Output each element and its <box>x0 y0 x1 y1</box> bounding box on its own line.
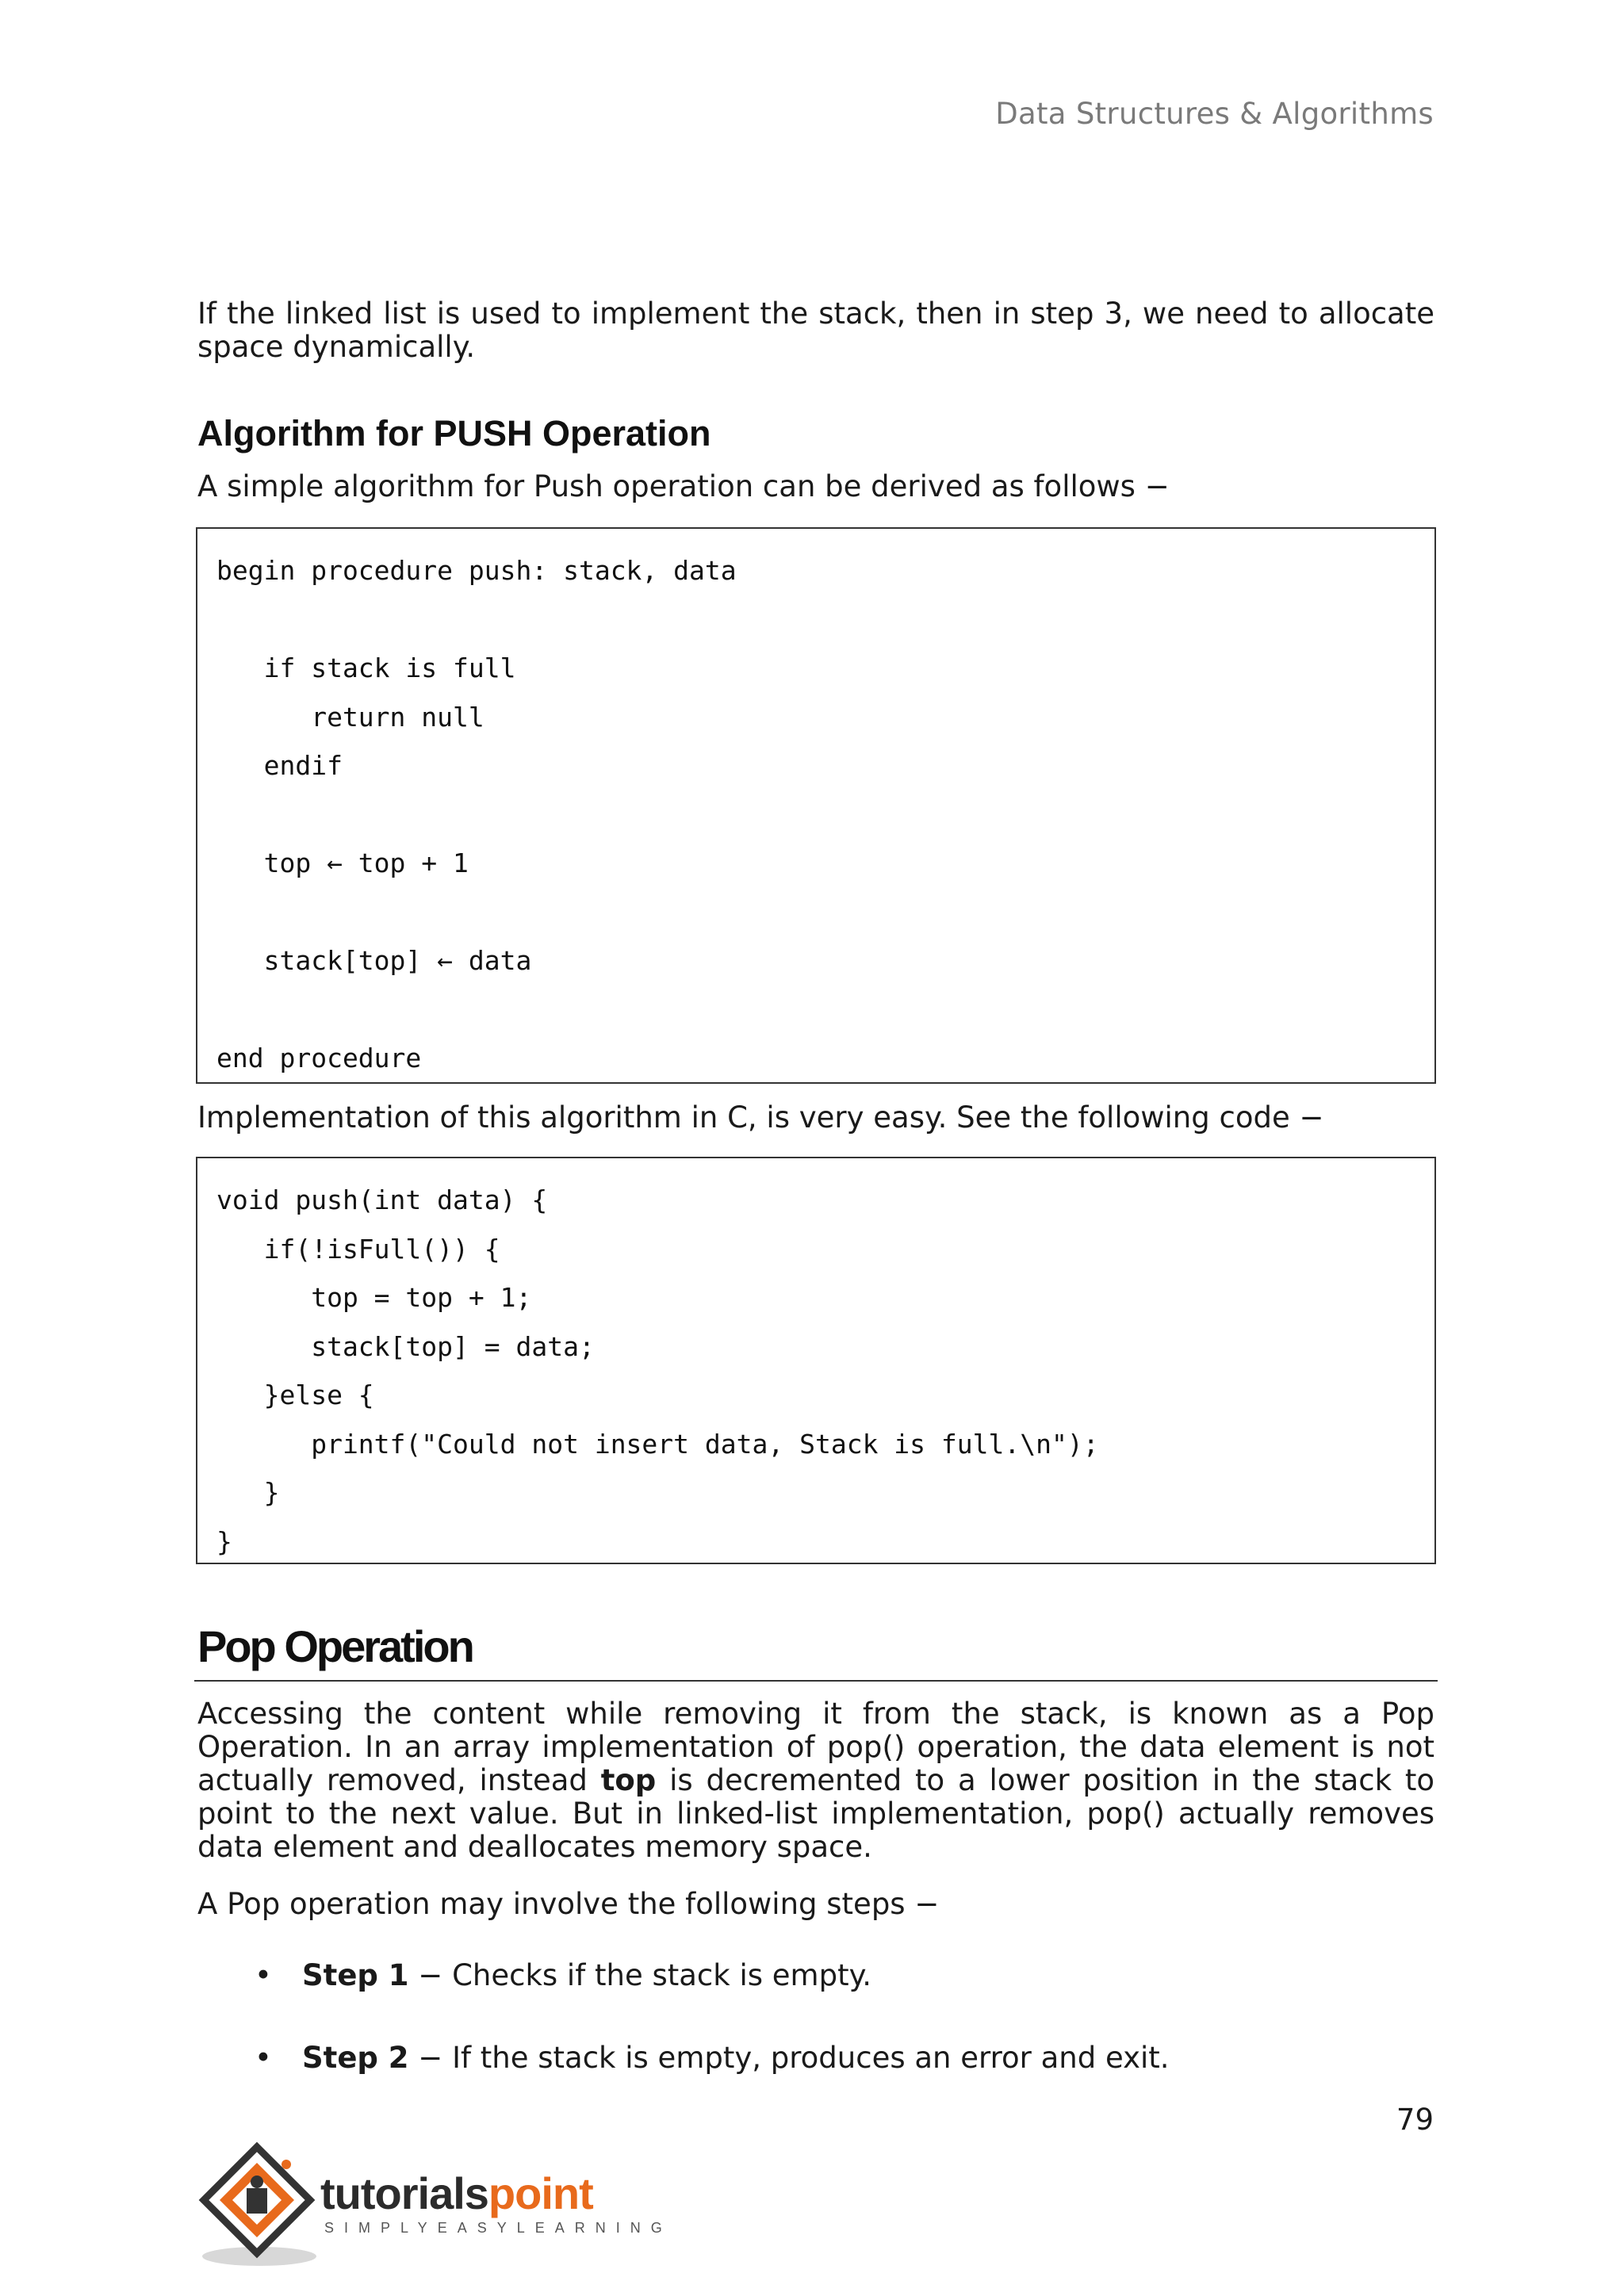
page-content <box>197 297 1434 2124</box>
code-line: } <box>216 1477 280 1508</box>
push-implementation-lead: Implementation of this algorithm in C, is very easy. See the following code − <box>197 1100 1324 1135</box>
push-algorithm-lead: A simple algorithm for Push operation can be derived as follows − <box>197 469 1170 503</box>
step-text: − Checks if the stack is empty. <box>408 1958 871 1992</box>
code-line: top = top + 1; <box>216 1282 532 1313</box>
step-label: Step 1 <box>302 1958 409 1992</box>
paragraph-text: is decremented to a lower position in the stack to point to the next value. But in linked-list implementation, pop() actually removes data element and deallocates memory space. <box>197 1763 1434 1864</box>
code-line: void push(int data) { <box>216 1184 548 1215</box>
code-line: return null <box>216 701 485 733</box>
bullet-icon: • <box>255 1958 272 1992</box>
list-item <box>197 1959 1434 1992</box>
code-line: begin procedure push: stack, data <box>216 555 737 586</box>
code-line: if stack is full <box>216 652 516 683</box>
code-line <box>216 790 1415 840</box>
code-line: endif <box>216 750 343 781</box>
logo-wordmark <box>320 2168 593 2219</box>
logo-word-2: point <box>488 2168 593 2218</box>
logo-tagline: SIMPLYEASYLEARNING <box>324 2220 672 2236</box>
code-line: stack[top] = data; <box>216 1330 595 1362</box>
code-line <box>216 985 1415 1035</box>
step-label: Step 2 <box>302 2041 409 2075</box>
intro-paragraph: If the linked list is used to implement the stack, then in step 3, we need to allocate space dynamically. <box>197 297 1434 364</box>
code-line: }else { <box>216 1380 374 1410</box>
bullet-icon: • <box>255 2041 272 2075</box>
step-text: − If the stack is empty, produces an error and exit. <box>408 2041 1170 2075</box>
page-number: 79 <box>1396 2103 1434 2137</box>
code-line <box>216 888 1415 937</box>
code-line: printf("Could not insert data, Stack is full.\n"); <box>216 1428 1099 1460</box>
bold-term: top <box>600 1763 657 1797</box>
running-header: Data Structures & Algorithms <box>995 97 1434 131</box>
code-line: top ← top + 1 <box>216 848 469 878</box>
pop-operation-title: Pop Operation <box>197 1621 473 1671</box>
push-algorithm-code-block <box>196 527 1436 1084</box>
push-algorithm-heading: Algorithm for PUSH Operation <box>197 413 711 453</box>
code-line: } <box>216 1525 232 1557</box>
pop-operation-paragraph <box>197 1697 1434 1864</box>
list-item <box>197 2042 1434 2075</box>
pop-steps-lead: A Pop operation may involve the following steps − <box>197 1887 940 1921</box>
paragraph-text: Accessing the content while removing it from the stack, is known as a Pop Operation. In an array implementation of pop() operation, the data element is not actually removed, instead <box>197 1697 1434 1797</box>
tutorialspoint-logo <box>197 2141 672 2267</box>
logo-emblem-icon <box>197 2141 316 2267</box>
pop-steps-list <box>197 1959 1434 2075</box>
code-line: stack[top] ← data <box>216 945 532 976</box>
push-c-code-block <box>196 1157 1436 1564</box>
code-line: end procedure <box>216 1043 422 1073</box>
code-line: if(!isFull()) { <box>216 1233 500 1265</box>
title-divider <box>194 1680 1438 1682</box>
code-line <box>216 595 1415 645</box>
logo-word-1: tutorials <box>320 2168 488 2218</box>
